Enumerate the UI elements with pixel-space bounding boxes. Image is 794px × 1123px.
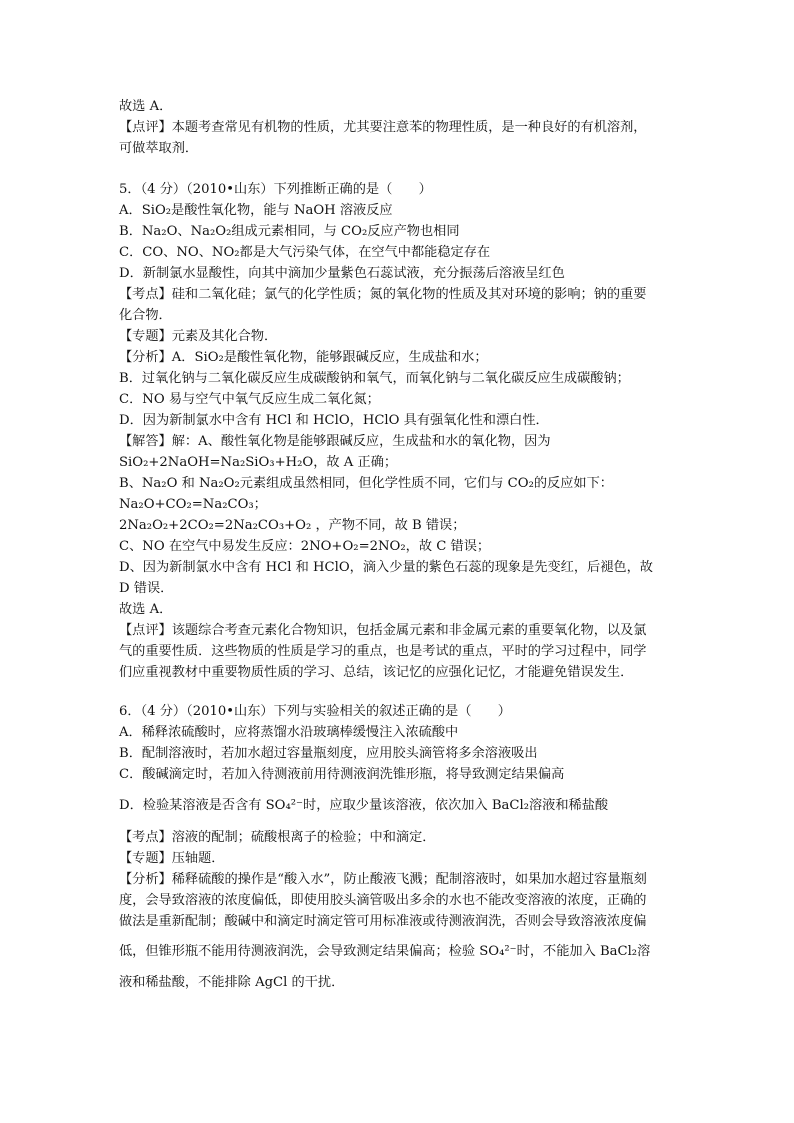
ln-38: 液和稀盐酸，不能排除 AgCl 的干扰． xyxy=(119,975,345,990)
ln-33: 【专题】压轴题． xyxy=(119,851,225,866)
ln-8: 【考点】硅和二氧化硅；氯气的化学性质；氮的氧化物的性质及其对环境的影响；钠的重要 xyxy=(119,287,647,302)
ln-11: 【分析】A．SiO₂是酸性氧化物，能够跟碱反应，生成盐和水； xyxy=(119,350,488,365)
ln-35: 度，会导致溶液的浓度偏低，即使用胶头滴管吸出多余的水也不能改变溶液的浓度，正确的 xyxy=(119,893,647,908)
ln-24: 【点评】该题综合考查元素化合物知识，包括金属元素和非金属元素的重要氧化物，以及氯 xyxy=(119,623,647,638)
ln-16: SiO₂+2NaOH=Na₂SiO₃+H₂O，故 A 正确； xyxy=(119,455,398,470)
ln-25: 气的重要性质．这些物质的性质是学习的重点，也是考试的重点，平时的学习过程中，同学 xyxy=(119,644,647,659)
ln-20: C、NO 在空气中易发生反应：2NO+O₂=2NO₂，故 C 错误； xyxy=(119,539,491,554)
ln-28: A．稀释浓硫酸时，应将蒸馏水沿玻璃棒缓慢注入浓硫酸中 xyxy=(119,725,459,740)
ln-34: 【分析】稀释硫酸的操作是“酸入水”，防止酸液飞溅；配制溶液时，如果加水超过容量瓶刻 xyxy=(119,872,647,887)
ln-17: B、Na₂O 和 Na₂O₂元素组成虽然相同，但化学性质不同，它们与 CO₂的反应如下： xyxy=(119,476,613,491)
ln-12: B．过氧化钠与二氧化碳反应生成碳酸钠和氧气，而氧化钠与二氧化碳反应生成碳酸钠； xyxy=(119,371,630,386)
ln-7: D．新制氯水显酸性，向其中滴加少量紫色石蕊试液，充分振荡后溶液呈红色 xyxy=(119,266,565,281)
ln-9: 化合物． xyxy=(119,308,172,323)
ln-27: 6．（4 分）（2010•山东）下列与实验相关的叙述正确的是（ ） xyxy=(119,704,511,719)
ln-36: 做法是重新配制；酸碱中和滴定时滴定管可用标准液或待测液润洗，否则会导致溶液浓度偏 xyxy=(119,914,647,929)
ln-22: D 错误． xyxy=(119,581,174,596)
ln-14: D．因为新制氯水中含有 HCl 和 HClO，HClO 具有强氧化性和漂白性． xyxy=(119,413,549,428)
ln-31: D．检验某溶液是否含有 SO₄²⁻时，应取少量该溶液，依次加入 BaCl₂溶液和稀盐酸 xyxy=(119,798,609,813)
ln-37: 低，但锥形瓶不能用待测液润洗，会导致测定结果偏高；检验 SO₄²⁻时，不能加入 BaCl₂溶 xyxy=(119,944,651,959)
ln-19: 2Na₂O₂+2CO₂=2Na₂CO₃+O₂ ，产物不同，故 B 错误； xyxy=(119,518,466,533)
ln-26: 们应重视教材中重要物质性质的学习、总结，该记忆的应强化记忆，才能避免错误发生． xyxy=(119,665,634,680)
ln-3: 5．（4 分）（2010•山东）下列推断正确的是（ ） xyxy=(119,182,432,197)
ln-0: 故选 A． xyxy=(119,99,173,114)
ln-1: 【点评】本题考查常见有机物的性质，尤其要注意苯的物理性质，是一种良好的有机溶剂， xyxy=(119,120,647,135)
ln-32: 【考点】溶液的配制；硫酸根离子的检验；中和滴定． xyxy=(119,830,436,845)
ln-13: C．NO 易与空气中氧气反应生成二氧化氮； xyxy=(119,392,380,407)
ln-21: D、因为新制氯水中含有 HCl 和 HClO，滴入少量的紫色石蕊的现象是先变红，后褪色，故 xyxy=(119,560,653,575)
ln-10: 【专题】元素及其化合物． xyxy=(119,329,278,344)
ln-5: B．Na₂O、Na₂O₂组成元素相同，与 CO₂反应产物也相同 xyxy=(119,224,460,239)
ln-23: 故选 A． xyxy=(119,602,173,617)
ln-15: 【解答】解：A、酸性氧化物是能够跟碱反应，生成盐和水的氧化物，因为 xyxy=(119,434,551,449)
ln-2: 可做萃取剂． xyxy=(119,141,199,156)
ln-29: B．配制溶液时，若加水超过容量瓶刻度，应用胶头滴管将多余溶液吸出 xyxy=(119,746,538,761)
ln-4: A．SiO₂是酸性氧化物，能与 NaOH 溶液反应 xyxy=(119,203,393,218)
ln-30: C．酸碱滴定时，若加入待测液前用待测液润洗锥形瓶，将导致测定结果偏高 xyxy=(119,767,565,782)
ln-6: C．CO、NO、NO₂都是大气污染气体，在空气中都能稳定存在 xyxy=(119,245,491,260)
ln-18: Na₂O+CO₂=Na₂CO₃； xyxy=(119,497,267,512)
